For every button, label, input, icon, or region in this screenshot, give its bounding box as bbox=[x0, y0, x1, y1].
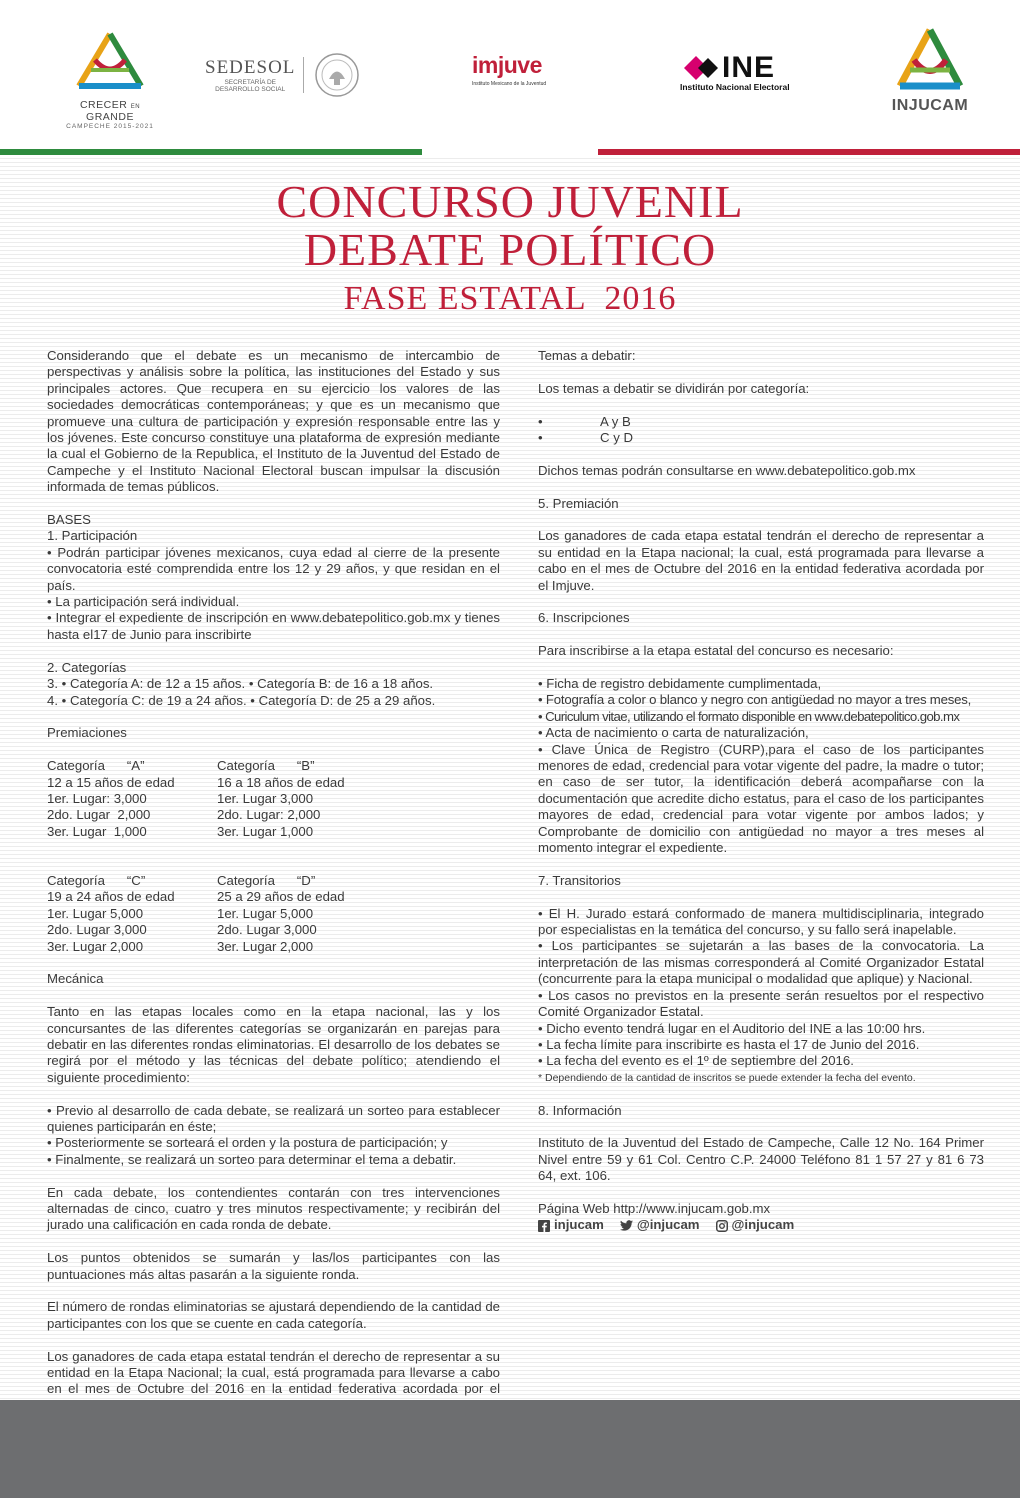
prize-cell: 2do. Lugar 3,000 bbox=[47, 922, 147, 938]
mecanica-bullet: • Previo al desarrollo de cada debate, se realizará un sorteo para establecer quienes participarán en éste; bbox=[47, 1102, 500, 1134]
mecanica-bullet: • Posteriormente se sorteará el orden y la postura de participación; y bbox=[47, 1135, 448, 1151]
left-column bbox=[47, 348, 500, 1414]
temas-heading: Temas a debatir: bbox=[538, 348, 636, 363]
transitorios-item: • La fecha del evento es el 1º de septiembre del 2016. bbox=[538, 1053, 854, 1069]
transitorios-item: • Dicho evento tendrá lugar en el Auditorio del INE a las 10:00 hrs. bbox=[538, 1020, 926, 1036]
sedesol-sub2: DESARROLLO SOCIAL bbox=[215, 86, 286, 93]
informacion-heading: 8. Información bbox=[538, 1102, 622, 1118]
temas-text: A y B bbox=[600, 413, 631, 429]
informacion-paragraph: Instituto de la Juventud del Estado de Campeche, Calle 12 No. 164 Primer Nivel entre 59 y 61 Col. Centro C.P. 24000 Teléfono 81 1 57 27 y 81 6 73 64, ext. 106. bbox=[538, 1135, 984, 1184]
transitorios-item: • Los participantes se sujetarán a las bases de la convocatoria. La interpretación de las mismas corresponderá al Comité Organizador Estatal (concurrente para la etapa municipal o modalidad que aplique) y Nacional. bbox=[538, 938, 984, 987]
intro-paragraph: Considerando que el debate es un mecanismo de intercambio de perspectivas y análisis sobre la política, las instituciones del Estado y sus principales actores. Que recupera en su ejercicio los valores de las sociedades democráticas contemporáneas; y que es un mecanismo que promueve una cultura de participación y expresión responsable entre las y los jóvenes. Este concurso constituye una plataforma de expresión mediante la cual el Gobierno de la Republica, el Instituto de la Juventud del Estado de Campeche y el Instituto Nacional Electoral buscan impulsar la discusión informada de temas públicos. bbox=[47, 348, 500, 495]
temas-bullet: • bbox=[538, 430, 543, 445]
ine-name: INE bbox=[722, 51, 776, 84]
prize-cell: 2do. Lugar: 2,000 bbox=[217, 807, 321, 823]
mecanica-paragraph: En cada debate, los contendientes contarán con tres intervenciones alternadas de cinco, cuatro y tres minutos respectivamente; y recibirán del jurado una calificación en cada ronda de debate. bbox=[47, 1184, 500, 1233]
instagram-icon bbox=[716, 1220, 728, 1232]
prize-cell: 2do. Lugar 2,000 bbox=[47, 807, 151, 823]
inscripciones-heading: 6. Inscripciones bbox=[538, 610, 630, 626]
mecanica-paragraph: Los ganadores de cada etapa estatal tendrán el derecho de representar a su entidad en la Etapa Nacional; la cual, está programada para llevarse a cabo en el mes de Octubre del 2016 en la entidad federativa acordada por el bbox=[47, 1348, 500, 1397]
mexico-seal-icon bbox=[314, 52, 360, 98]
inscripciones-intro: Para inscribirse a la etapa estatal del concurso es necesario: bbox=[538, 643, 894, 659]
premiacion-heading: 5. Premiación bbox=[538, 495, 619, 511]
sedesol-logo bbox=[205, 52, 375, 102]
temas-item bbox=[538, 430, 984, 446]
mecanica-paragraph: El número de rondas eliminatorias se ajustará dependiendo de la cantidad de participantes con los que se cuente en cada categoría. bbox=[47, 1299, 500, 1331]
right-column bbox=[538, 348, 984, 1234]
prize-cell: 1er. Lugar 5,000 bbox=[47, 905, 144, 921]
footer-band bbox=[0, 1400, 1020, 1498]
categorias-heading: 2. Categorías bbox=[47, 659, 127, 675]
social-label: injucam bbox=[554, 1217, 604, 1233]
crecer-sep: EN bbox=[130, 104, 141, 110]
social-instagram[interactable] bbox=[716, 1217, 795, 1233]
prize-cell: 19 a 24 años de edad bbox=[47, 889, 175, 905]
premiacion-paragraph: Los ganadores de cada etapa estatal tendrán el derecho de representar a su entidad en la Etapa nacional; la cual, está programada para llevarse a cabo en el mes de Octubre del 2016 en la entidad federativa acordada por el Imjuve. bbox=[538, 528, 984, 593]
ine-logo bbox=[680, 51, 810, 99]
social-label: @injucam bbox=[636, 1217, 700, 1233]
temas-consulta: Dichos temas podrán consultarse en www.debatepolitico.gob.mx bbox=[538, 462, 916, 478]
participacion-item: • Integrar el expediente de inscripción en www.debatepolitico.gob.mx y tienes hasta el17 de Junio para inscribirte bbox=[47, 610, 500, 642]
participacion-item: • La participación será individual. bbox=[47, 594, 240, 610]
mecanica-paragraph: Tanto en las etapas locales como en la etapa nacional, las y los concursantes de las diferentes categorías se organizarán en parejas para debatir en las diferentes rondas eliminatorias. El desarrollo de los debates se regirá por el método y las técnicas del debate político; atendiendo el siguiente procedimiento: bbox=[47, 1004, 500, 1085]
injucam-name: INJUCAM bbox=[891, 97, 969, 114]
prize-cell: 3er. Lugar 2,000 bbox=[47, 938, 144, 954]
prize-cell: 16 a 18 años de edad bbox=[217, 774, 345, 790]
inscripciones-item: • Fotografía a color o blanco y negro con antigüedad no mayor a tres meses, bbox=[538, 692, 972, 708]
transitorios-heading: 7. Transitorios bbox=[538, 872, 621, 888]
title-line-2: DEBATE POLÍTICO bbox=[303, 224, 717, 275]
crecer-en-grande-logo bbox=[55, 30, 165, 130]
ine-mark-icon bbox=[680, 54, 720, 82]
web-link[interactable]: Página Web http://www.injucam.gob.mx bbox=[538, 1200, 771, 1216]
social-links bbox=[538, 1217, 984, 1233]
prize-cell: 3er. Lugar 1,000 bbox=[217, 823, 314, 839]
crecer-word: CRECER bbox=[79, 99, 128, 111]
categorias-item: 4. • Categoría C: de 19 a 24 años. • Categoría D: de 25 a 29 años. bbox=[47, 692, 436, 708]
participacion-heading: 1. Participación bbox=[47, 528, 138, 544]
prize-cell: Categoría “A” bbox=[47, 758, 145, 774]
ine-subtitle: Instituto Nacional Electoral bbox=[680, 82, 790, 92]
participacion-item: • Podrán participar jóvenes mexicanos, cuya edad al cierre de la presente convocatoria esté comprendida entre los 12 y 29 años, y que residan en el país. bbox=[47, 544, 500, 593]
imjuve-name: imjuve bbox=[472, 52, 542, 78]
premiaciones-heading: Premiaciones bbox=[47, 725, 127, 741]
transitorios-item: • El H. Jurado estará conformado de manera multidisciplinaria, integrado por especialistas en la temática del concurso, y su fallo será inapelable. bbox=[538, 905, 984, 938]
inscripciones-item: • Ficha de registro debidamente cumplimentada, bbox=[538, 676, 822, 691]
temas-text: C y D bbox=[600, 430, 633, 445]
temas-intro: Los temas a debatir se dividirán por categoría: bbox=[538, 380, 810, 396]
prize-cell: 1er. Lugar 3,000 bbox=[217, 790, 314, 806]
facebook-icon bbox=[538, 1220, 550, 1232]
prize-cell: Categoría “C” bbox=[47, 872, 146, 888]
temas-item bbox=[538, 414, 984, 430]
title-line-3: FASE ESTATAL 2016 bbox=[343, 280, 677, 317]
temas-bullet: • bbox=[538, 413, 543, 429]
sedesol-sub1: SECRETARÍA DE bbox=[224, 79, 276, 86]
prize-cell: 3er. Lugar 1,000 bbox=[47, 823, 147, 839]
prize-cell: Categoría “B” bbox=[217, 758, 315, 774]
mecanica-heading: Mecánica bbox=[47, 971, 104, 987]
injucam-logo bbox=[880, 26, 980, 126]
social-twitter[interactable] bbox=[620, 1217, 700, 1233]
crecer-subtitle: CAMPECHE 2015-2021 bbox=[66, 123, 154, 130]
prize-cell: Categoría “D” bbox=[217, 872, 316, 888]
title-line-1: CONCURSO JUVENIL bbox=[276, 176, 744, 227]
twitter-icon bbox=[620, 1220, 633, 1231]
header-logos bbox=[0, 0, 1020, 148]
prize-cell: 25 a 29 años de edad bbox=[217, 889, 345, 905]
sedesol-name: SEDESOL bbox=[205, 57, 296, 78]
inscripciones-item: • Acta de nacimiento o carta de naturalización, bbox=[538, 725, 809, 741]
prize-cell: 2do. Lugar 3,000 bbox=[217, 922, 317, 938]
social-label: @injucam bbox=[731, 1217, 795, 1233]
prize-cell: 3er. Lugar 2,000 bbox=[217, 938, 314, 954]
transitorios-item: • Los casos no previstos en la presente serán resueltos por el respectivo Comité Organizador Estatal. bbox=[538, 987, 984, 1020]
prize-cell: 12 a 15 años de edad bbox=[47, 774, 175, 790]
prize-cell: 1er. Lugar: 3,000 bbox=[47, 790, 147, 806]
categorias-item: 3. • Categoría A: de 12 a 15 años. • Categoría B: de 16 a 18 años. bbox=[47, 676, 434, 692]
transitorios-note: * Dependiendo de la cantidad de inscritos se puede extender la fecha del evento. bbox=[538, 1071, 916, 1084]
mecanica-paragraph: Los puntos obtenidos se sumarán y las/los participantes con las puntuaciones más altas pasarán a la siguiente ronda. bbox=[47, 1250, 500, 1282]
injucam-triangle-icon bbox=[880, 26, 980, 92]
mecanica-bullet: • Finalmente, se realizará un sorteo para determinar el tema a debatir. bbox=[47, 1151, 457, 1167]
prize-cell: 1er. Lugar 5,000 bbox=[217, 905, 314, 921]
bases-heading: BASES bbox=[47, 512, 91, 528]
prizes-table-cd bbox=[47, 873, 500, 955]
inscripciones-item: • Curiculum vitae, utilizando el formato disponible en www.debatepolitico.gob.mx bbox=[538, 708, 960, 724]
social-facebook[interactable] bbox=[538, 1217, 604, 1233]
transitorios-item: • La fecha límite para inscribirte es hasta el 17 de Junio del 2016. bbox=[538, 1036, 920, 1052]
grande-word: GRANDE bbox=[86, 111, 134, 123]
imjuve-logo bbox=[472, 52, 572, 97]
imjuve-subtitle: Instituto Mexicano de la Juventud bbox=[472, 81, 547, 87]
crecer-triangle-icon bbox=[55, 30, 165, 92]
inscripciones-item: • Clave Única de Registro (CURP),para el caso de los participantes menores de edad, credencial para votar vigente del padre, la madre o tutor; en caso de ser tutor, la identificación deberá acompañarse con la documentación que acredite dicho estatus, para el caso de los participantes mayores de edad, credencial para votar vigente por ambos lados; y Comprobante de domicilio con antigüedad no mayor a tres meses al momento integrar el expediente. bbox=[538, 741, 984, 856]
prizes-table-ab bbox=[47, 758, 500, 840]
